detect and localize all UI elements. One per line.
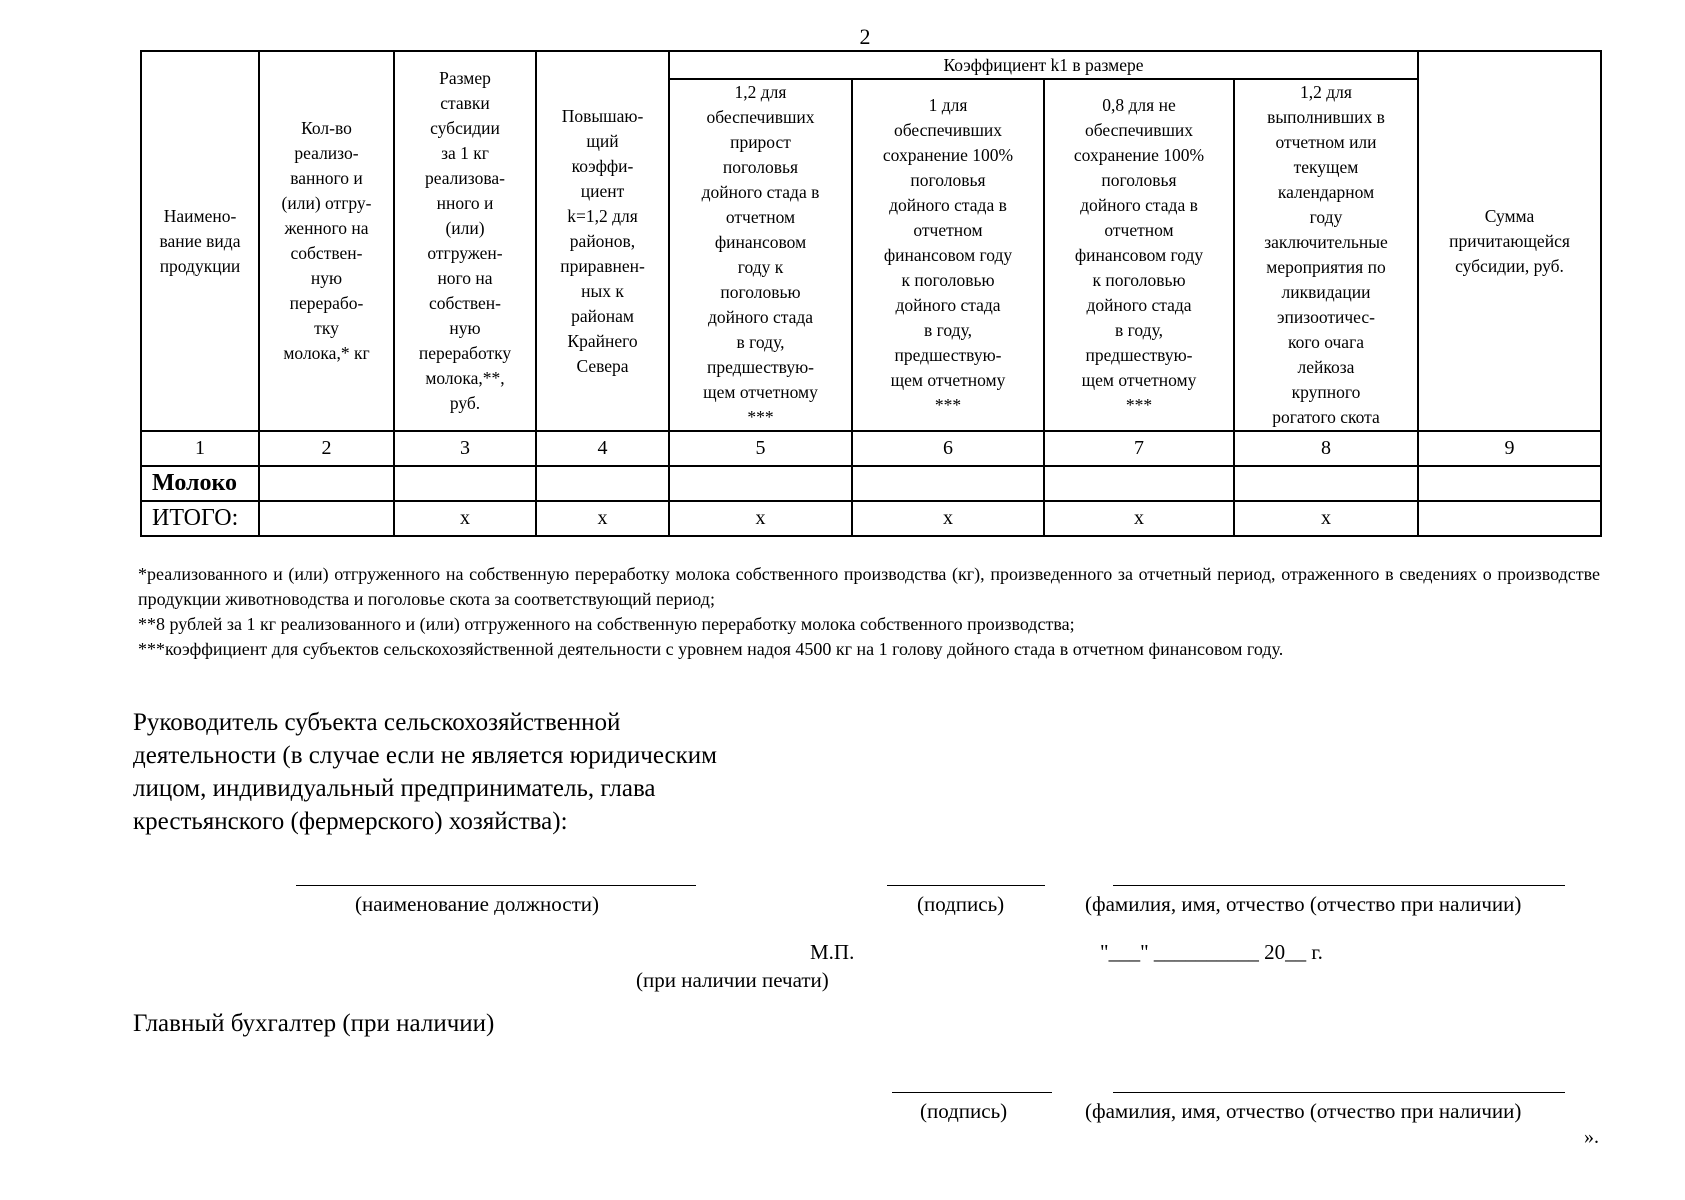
column-number: 5 [669,431,852,466]
header-line: Крайнего [567,330,638,351]
header-line: в году, [924,319,972,340]
header-line: продукции [159,255,241,276]
header-line: поголовья [722,157,799,177]
table-cell[interactable] [852,466,1044,501]
header-k1-preservation [852,79,1044,431]
header-line: собствен- [290,243,363,263]
header-line: молока,* кг [283,343,370,363]
header-line: дойного стада [1086,294,1192,315]
header-line: *** [747,407,774,427]
header-line: руб. [449,393,481,413]
header-line: щем отчетному [890,369,1006,390]
header-line: (или) [445,218,485,238]
header-line: ную [310,268,343,288]
header-line: Повышаю- [561,105,644,126]
header-line: предшествую- [1085,344,1193,365]
header-line: рогатого скота [1272,407,1380,427]
header-line: лейкоза [1297,357,1355,377]
header-line: текущем [1293,157,1359,177]
header-line: предшествую- [707,357,814,377]
table-cell[interactable] [669,466,852,501]
table-cell[interactable] [394,466,536,501]
header-line: 0,8 для не [1102,94,1176,115]
footnote-1: *реализованного и (или) отгруженного на собственную переработку молока собственного производства (кг), произведенного за отчетный период, отраженного в сведениях о производстве продукции животноводства и поголовье скота за соответствующий период; [138,564,1600,609]
header-line: ную [449,318,481,338]
header-line: к поголовью [1092,269,1186,290]
header-line: прирост [730,132,791,152]
header-line: щем отчетному [1081,369,1197,390]
header-line: коэффи- [571,155,634,176]
header-line: мероприятия по [1266,257,1386,277]
header-line: 1,2 для [734,82,787,102]
header-subsidy-sum [1418,51,1601,431]
header-line: Севера [576,355,629,376]
header-line: реализо- [294,143,359,163]
header-line: перерабо- [289,293,364,313]
header-line: приравнен- [560,255,645,276]
header-subsidy-rate [394,51,536,431]
header-line: щий [586,130,619,151]
header-line: финансовом году [1074,244,1204,265]
column-number: 6 [852,431,1044,466]
header-line: отчетном [725,207,796,227]
table-cell[interactable]: х [1234,501,1418,536]
header-line: причитающейся [1449,230,1570,251]
accountant-name-caption: (фамилия, имя, отчество (отчество при наличии) [1085,1099,1522,1123]
row-name: Молоко [141,466,259,501]
header-line: нного и [436,193,494,213]
header-line: году [1309,207,1343,227]
header-k1-no-preservation [1044,79,1234,431]
header-line: кого очага [1287,332,1365,352]
column-number: 4 [536,431,669,466]
signature-caption: (подпись) [917,892,1005,916]
header-line: собствен- [429,293,501,313]
table-cell[interactable]: х [669,501,852,536]
header-line: щем отчетному [703,382,818,402]
header-line: ных к [581,280,624,301]
closing-quote-mark: ». [1584,1126,1599,1148]
header-line: дойного стада в [1080,194,1198,215]
accountant-name-line [1113,1092,1565,1093]
header-line: 1,2 для [1300,82,1352,102]
header-line: молока,**, [425,368,505,388]
row-name: ИТОГО: [141,501,259,536]
column-number: 3 [394,431,536,466]
full-name-line [1113,885,1565,886]
table-cell[interactable] [1234,466,1418,501]
column-numbers-row [141,431,1601,466]
chief-accountant-label: Главный бухгалтер (при наличии) [133,1010,495,1037]
header-line: обеспечивших [706,107,815,127]
position-line [296,885,696,886]
header-line: за 1 кг [441,143,489,163]
column-number: 9 [1418,431,1601,466]
page-number: 2 [859,24,871,49]
header-line: районам [571,305,634,326]
header-line: тку [314,318,339,338]
date-field: "___" __________ 20__ г. [1100,940,1323,964]
header-line: субсидии [430,118,500,138]
header-line: обеспечивших [1084,119,1194,140]
header-line: переработку [418,343,512,363]
header-line: году к [737,257,784,277]
header-line: поголовья [910,169,986,190]
column-number: 2 [259,431,394,466]
header-line: отчетном [1104,219,1174,240]
header-line: в году, [736,332,785,352]
header-line: женного на [284,218,369,238]
footnote-2: **8 рублей за 1 кг реализованного и (или) отгруженного на собственную переработку молока собственного производства; [138,614,1075,634]
header-line: дойного стада в [701,182,820,202]
column-number: 8 [1234,431,1418,466]
header-line: крупного [1291,382,1361,402]
table-cell[interactable]: х [536,501,669,536]
header-line: к поголовью [901,269,995,290]
header-line: *** [934,394,962,415]
subsidy-table [140,50,1602,537]
header-line: Размер [439,68,491,88]
header-line: отчетном [913,219,983,240]
table-cell[interactable] [259,466,394,501]
header-line: сохранение 100% [882,144,1014,165]
header-line: предшествую- [894,344,1002,365]
header-line: ванного и [290,168,363,188]
signature-line [887,885,1045,886]
header-line: финансовом году [883,244,1013,265]
header-line: ного на [437,268,493,288]
header-line: *** [1125,394,1153,415]
accountant-signature-line [892,1092,1052,1093]
header-line: отчетном или [1275,132,1377,152]
table-cell[interactable] [1044,466,1234,501]
header-line: вание вида [159,230,241,251]
column-number: 7 [1044,431,1234,466]
accountant-signature-caption: (подпись) [920,1099,1008,1123]
header-coefficient-k1-group: Коэффициент k1 в размере [669,51,1418,79]
stamp-caption: (при наличии печати) [636,968,829,992]
table-row-milk [141,466,1601,501]
header-line: в году, [1115,319,1163,340]
header-milk-quantity [259,51,394,431]
table-cell[interactable] [1418,501,1601,536]
footnotes [138,562,1600,662]
head-of-entity-label: Руководитель субъекта сельскохозяйственной деятельности (в случае если не является юридическим лицом, индивидуальный предприниматель, глава крестьянского (фермерского) хозяйства): [133,709,717,835]
header-line: ликвидации [1281,282,1371,302]
header-product-name [141,51,259,431]
header-line: дойного стада в [889,194,1007,215]
header-k1-growth [669,79,852,431]
header-line: дойного стада [707,307,814,327]
position-caption: (наименование должности) [355,892,600,916]
header-line: циент [580,180,625,201]
header-line: дойного стада [895,294,1001,315]
header-line: Сумма [1484,205,1535,226]
table-cell[interactable] [1418,466,1601,501]
header-line: k=1,2 для [567,205,638,226]
header-line: ставки [440,93,490,113]
header-line: отгружен- [427,243,503,263]
header-line: обеспечивших [893,119,1003,140]
header-line: поголовья [1101,169,1177,190]
table-cell[interactable]: х [394,501,536,536]
header-line: Кол-во [301,118,352,138]
header-line: финансовом [714,232,807,252]
table-cell[interactable] [259,501,394,536]
header-k1-leukosis [1234,79,1418,431]
header-line: заключительные [1264,232,1388,252]
footnote-3: ***коэффициент для субъектов сельскохозяйственной деятельности с уровнем надоя 4500 кг на 1 голову дойного стада в отчетном финансовом году. [138,639,1284,659]
header-line: календарном [1277,182,1375,202]
header-line: сохранение 100% [1073,144,1205,165]
header-north-coefficient [536,51,669,431]
header-line: (или) отгру- [281,193,372,213]
table-cell[interactable]: х [1044,501,1234,536]
header-line: субсидии, руб. [1455,255,1564,276]
header-line: Наимено- [163,205,237,226]
header-line: 1 для [928,94,968,115]
header-line: эпизоотичес- [1277,307,1375,327]
header-line: районов, [569,230,636,251]
table-cell[interactable]: х [852,501,1044,536]
header-line: реализова- [425,168,505,188]
table-row-total [141,501,1601,536]
table-cell[interactable] [536,466,669,501]
header-line: поголовью [720,282,801,302]
full-name-caption: (фамилия, имя, отчество (отчество при наличии) [1085,892,1522,916]
stamp-label: М.П. [810,940,855,964]
column-number: 1 [141,431,259,466]
header-line: выполнивших в [1267,107,1385,127]
